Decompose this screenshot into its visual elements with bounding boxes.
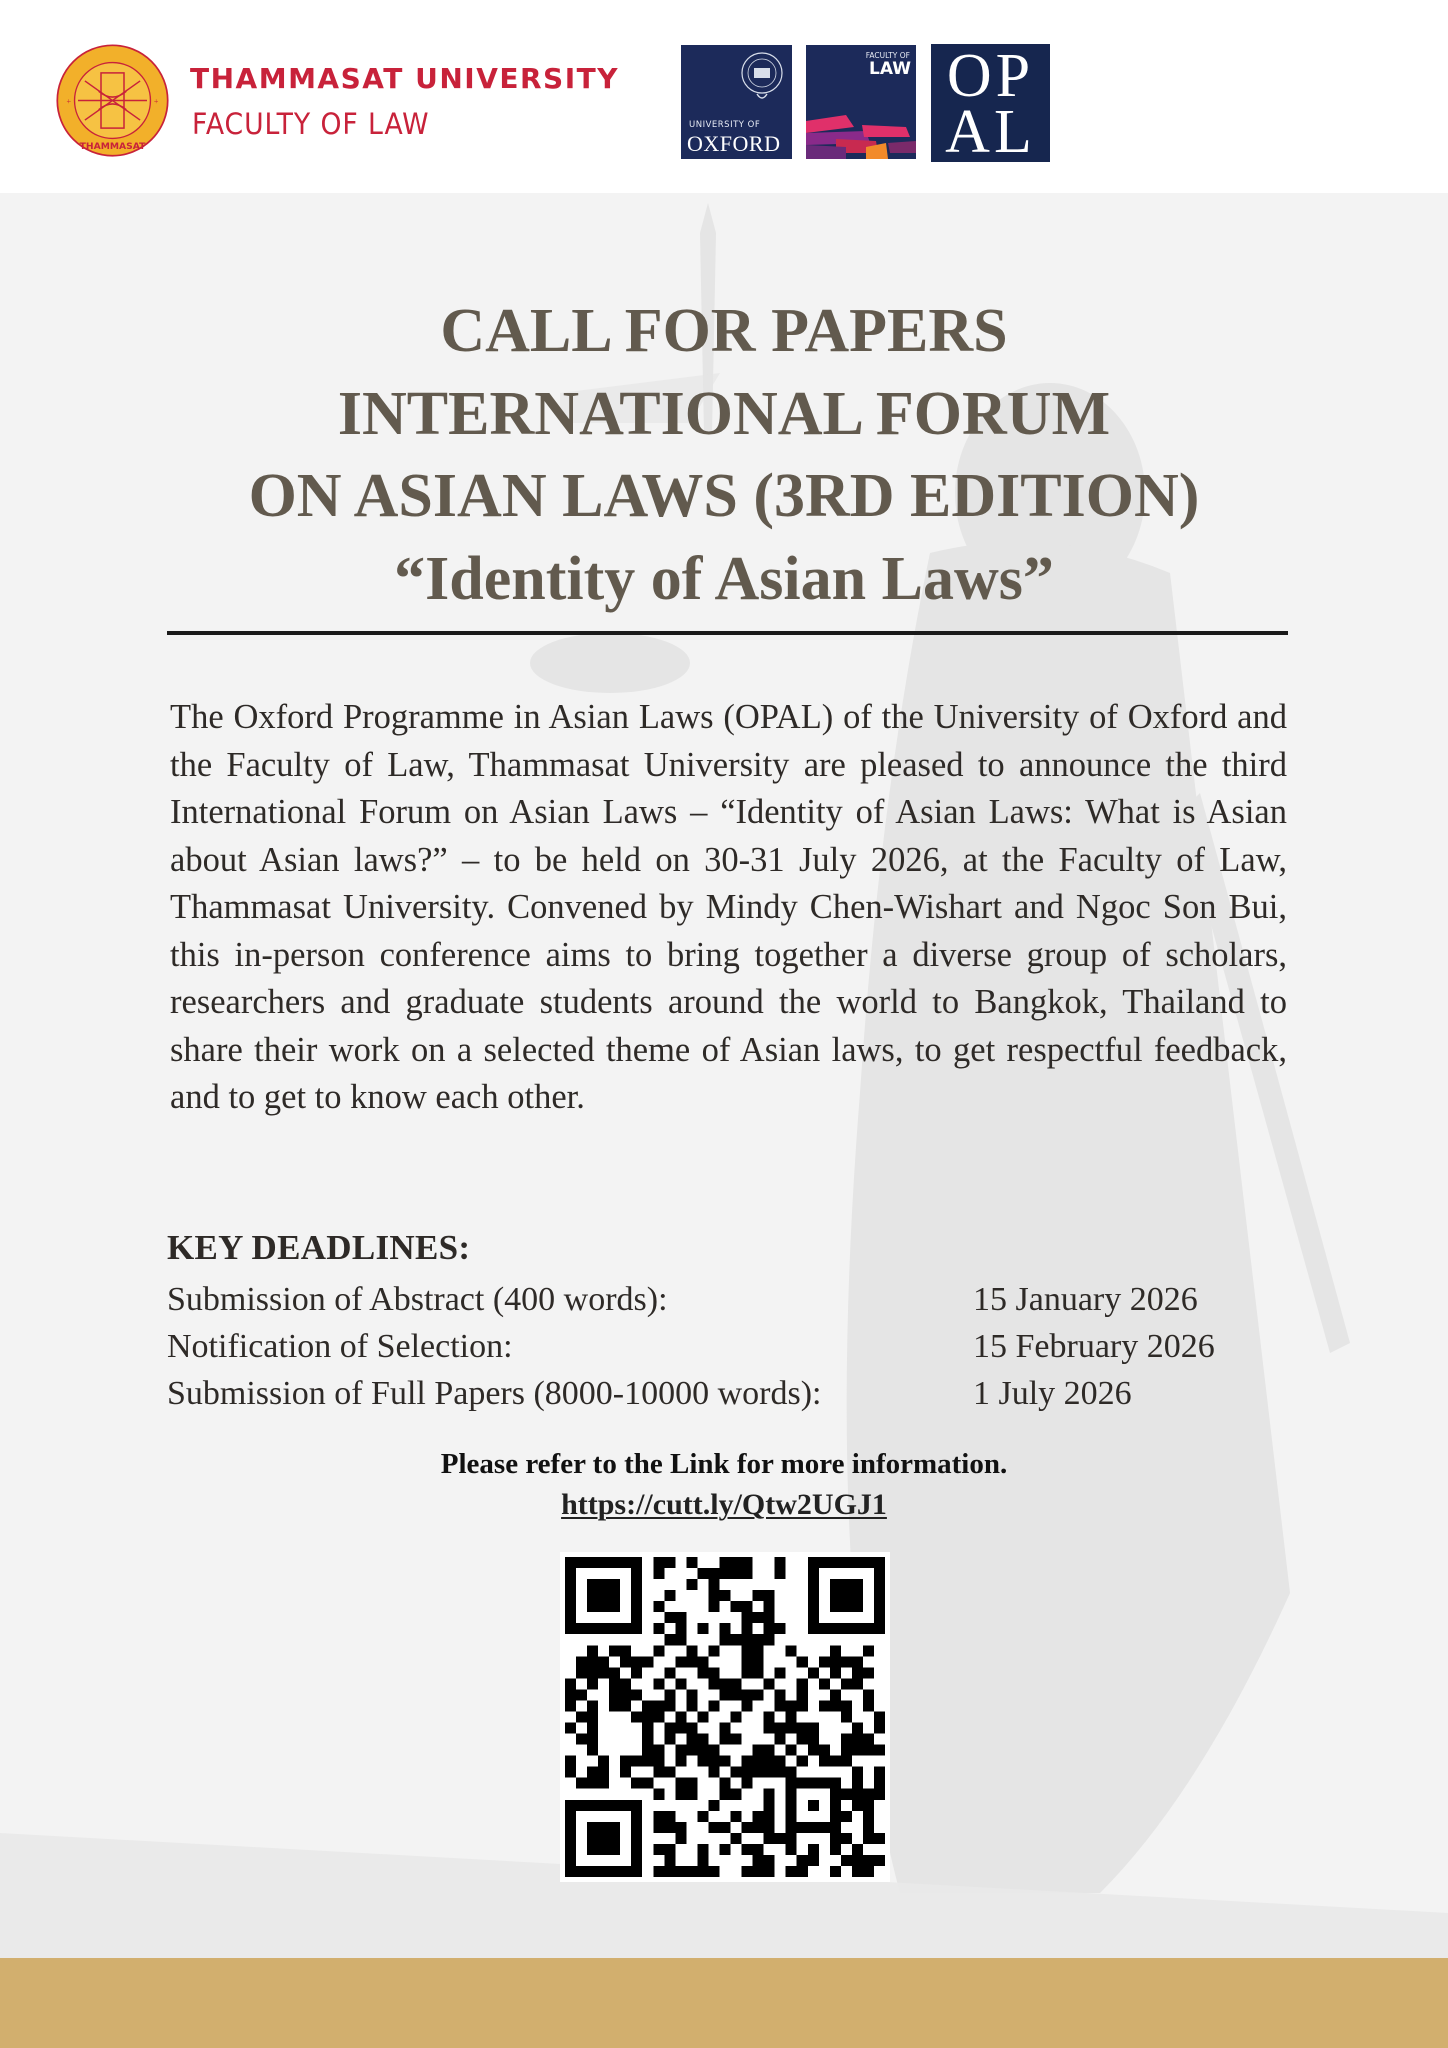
deadline-date: 15 February 2026 xyxy=(973,1328,1215,1365)
oxford-logo xyxy=(681,45,792,159)
info-link-container xyxy=(0,1488,1448,1522)
oxford-crest-icon xyxy=(739,50,785,110)
law-building-graphic-icon xyxy=(806,113,916,159)
more-info-text: Please refer to the Link for more information. xyxy=(440,1448,1008,1480)
footer-gold-band xyxy=(0,1958,1448,2048)
deadline-row xyxy=(167,1328,1317,1375)
university-name: THAMMASAT UNIVERSITY xyxy=(190,62,620,95)
deadline-row xyxy=(167,1375,1317,1422)
svg-text:+: + xyxy=(153,96,159,106)
opal-logo-line2: AL xyxy=(945,98,1036,162)
qr-code-icon xyxy=(565,1557,885,1877)
title-line-3: ON ASIAN LAWS (3RD EDITION) xyxy=(248,462,1200,530)
law-logo-line1: FACULTY OF xyxy=(865,51,910,60)
intro-paragraph: The Oxford Programme in Asian Laws (OPAL) of the University of Oxford and the Faculty of Law, Thammasat University are pleased to announce the third International Forum on Asian Laws – “Identity of Asian Laws: What is Asian about Asian laws?” – to be held on 30-31 July 2026, at the Faculty of Law, Thammasat University. Convened by Mindy Chen-Wishart and Ngoc Son Bui, this in-person conference aims to bring together a diverse group of scholars, researchers and graduate students around the world to Bangkok, Thailand to share their work on a selected theme of Asian laws, to get respectful feedback, and to get to know each other. xyxy=(170,698,1287,1116)
svg-text:THAMMASAT: THAMMASAT xyxy=(79,140,146,152)
oxford-faculty-of-law-logo xyxy=(806,45,916,159)
svg-text:+: + xyxy=(66,96,72,106)
thammasat-seal-icon xyxy=(55,43,170,158)
title-block xyxy=(0,290,1448,620)
title-line-2: INTERNATIONAL FORUM xyxy=(337,379,1111,448)
oxford-logo-line1: UNIVERSITY OF xyxy=(689,120,761,130)
faculty-name: FACULTY OF LAW xyxy=(192,107,430,141)
key-deadlines-heading: KEY DEADLINES: xyxy=(167,1228,471,1267)
deadline-row xyxy=(167,1281,1317,1328)
law-logo-line2: LAW xyxy=(869,59,911,79)
theme-title: “Identity of Asian Laws” xyxy=(394,544,1054,613)
opal-logo xyxy=(931,44,1050,162)
deadline-date: 1 July 2026 xyxy=(973,1375,1132,1412)
deadline-label: Submission of Full Papers (8000-10000 words): xyxy=(167,1375,822,1412)
opal-logo-line1: OP xyxy=(946,44,1035,110)
title-divider xyxy=(167,631,1288,635)
page-header xyxy=(0,0,1448,193)
deadline-label: Submission of Abstract (400 words): xyxy=(167,1281,668,1318)
deadline-date: 15 January 2026 xyxy=(973,1281,1198,1318)
qr-code[interactable] xyxy=(560,1552,890,1882)
deadline-label: Notification of Selection: xyxy=(167,1328,513,1365)
info-link[interactable]: https://cutt.ly/Qtw2UGJ1 xyxy=(561,1488,887,1521)
oxford-logo-line2: OXFORD xyxy=(687,131,781,156)
title-line-1: CALL FOR PAPERS xyxy=(440,297,1008,365)
